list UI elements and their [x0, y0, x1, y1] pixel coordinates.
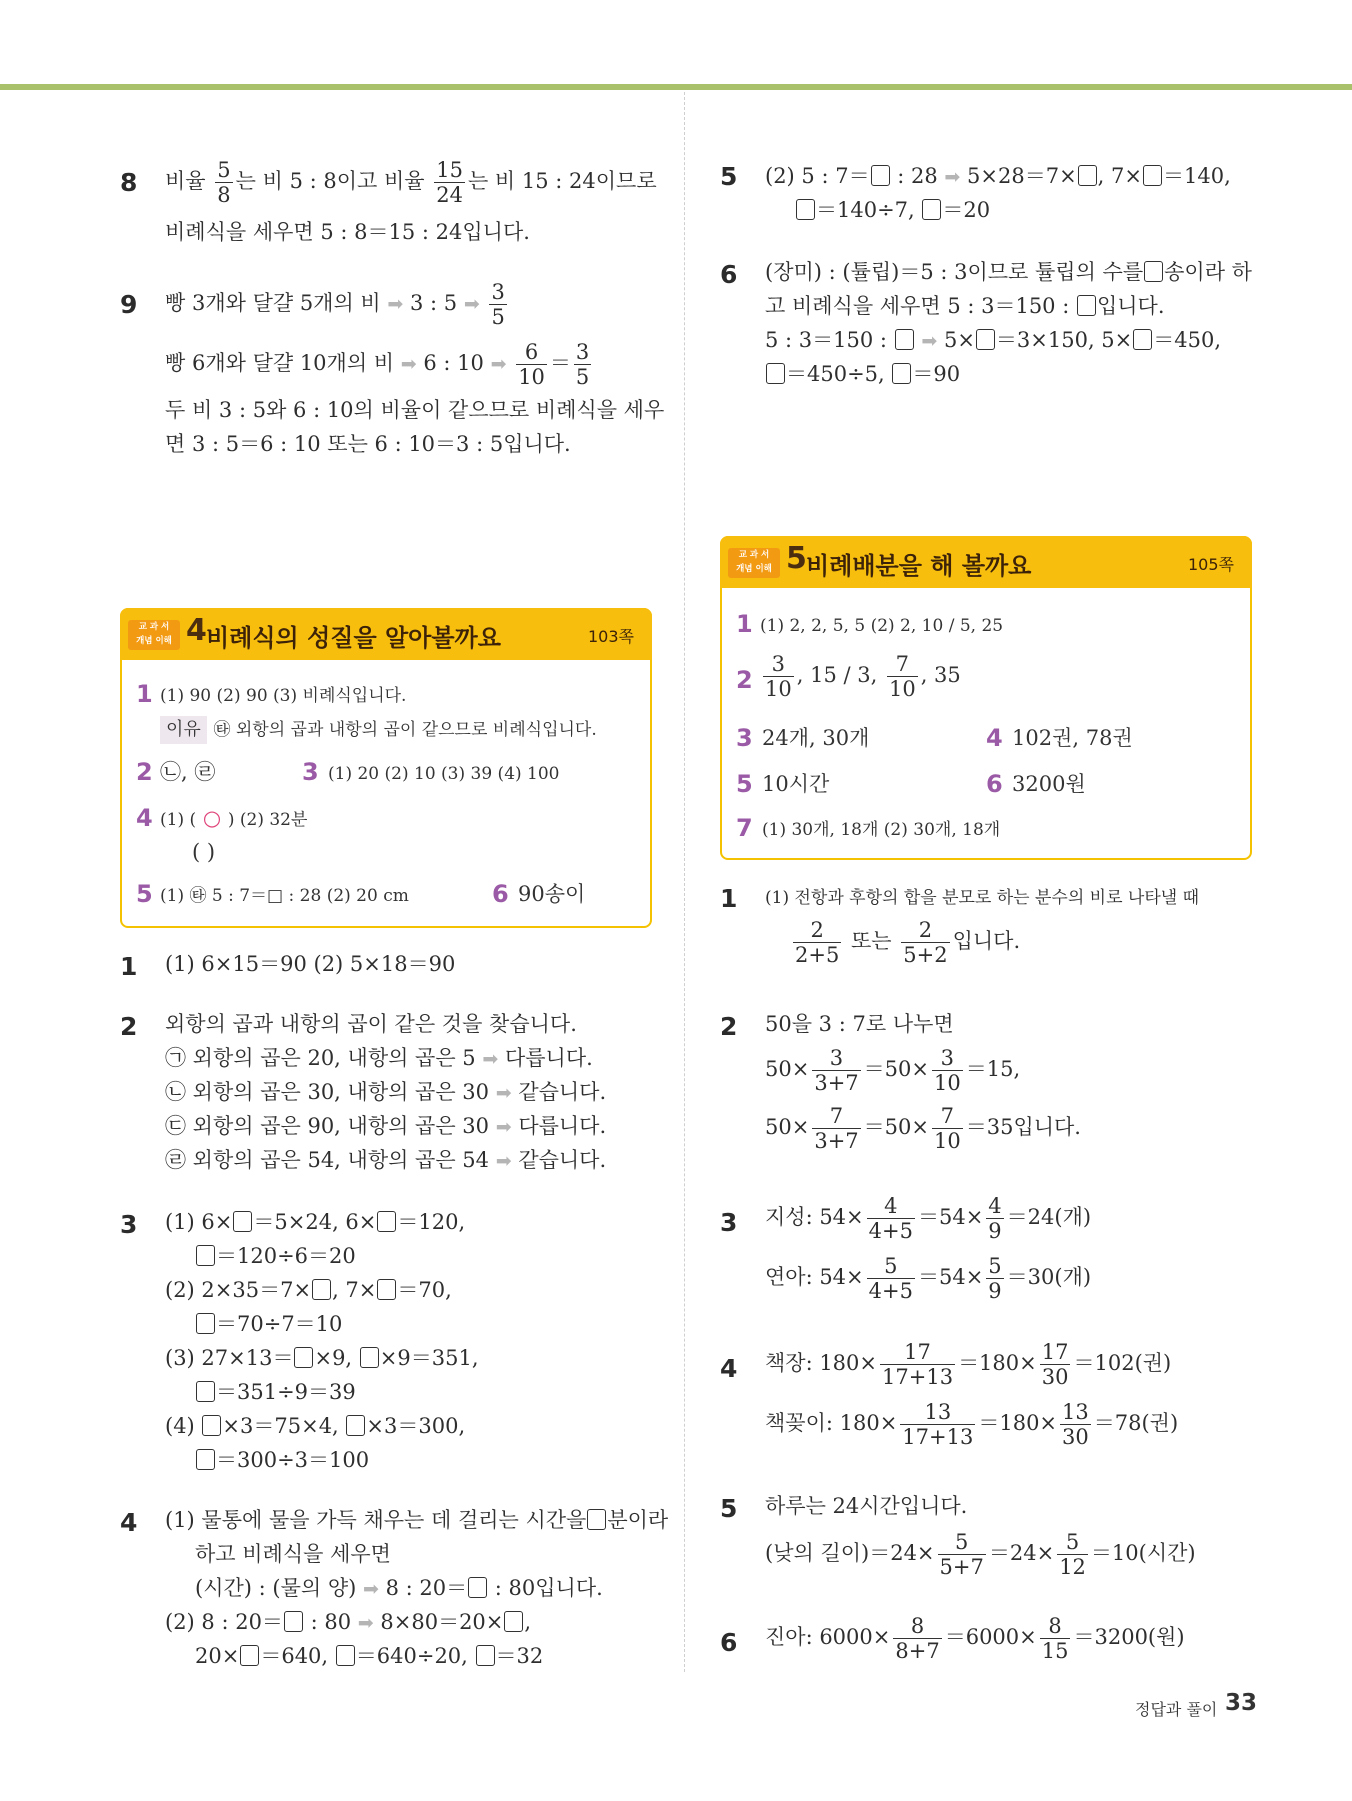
arrow-right-icon: ➡: [482, 1048, 499, 1070]
fraction: $\frac{4}{9}$: [988, 1194, 1002, 1243]
q8-line-2: 비례식을 세우면 5 : 8＝15 : 24입니다.: [165, 220, 530, 244]
fraction: $\frac{17}{30}$: [1041, 1340, 1069, 1389]
answer-text: ㉡, ㉣: [160, 760, 216, 784]
blank-box: [377, 1211, 396, 1232]
blank-box: [892, 363, 911, 384]
answer-text: (1) 2, 2, 5, 5 (2) 2, 10 / 5, 25: [760, 616, 1004, 636]
solution-number: 3: [720, 1208, 738, 1237]
answer-number: 5: [136, 880, 153, 908]
solution-text: ㉣ 외항의 곱은 54, 내항의 곱은 54 ➡ 같습니다.: [165, 1148, 607, 1172]
column-divider: [684, 92, 685, 1672]
answer-number: 6: [492, 880, 509, 908]
solution-text: (1) 6×15＝90 (2) 5×18＝90: [165, 952, 456, 976]
answer-number: 4: [986, 724, 1003, 752]
concept-card-5: [720, 536, 1252, 860]
fraction: $\frac{3}{5}$: [575, 340, 590, 389]
question-number: 8: [120, 168, 138, 197]
blank-box: [1078, 165, 1097, 186]
fraction: $\frac{5}{9}$: [988, 1254, 1002, 1303]
reason-line: 이유 ㉹ 외항의 곱과 내항의 곱이 같으므로 비례식입니다.: [160, 714, 597, 744]
solution-number: 3: [120, 1210, 138, 1239]
solution-text: 50× $\frac{3}{3+7}$ ＝50× $\frac{3}{10}$ ＝15,: [765, 1046, 1021, 1095]
solution-number: 1: [720, 884, 738, 913]
blank-box: [476, 1645, 495, 1666]
solution-text: (시간) : (물의 양) ➡ 8 : 20＝ : 80입니다.: [195, 1576, 603, 1600]
solution-text: (1) 6× ＝5×24, 6× ＝120,: [165, 1210, 466, 1234]
answer-text: (1) 30개, 18개 (2) 30개, 18개: [762, 820, 1001, 840]
solution-text: (2) 2×35＝7× , 7× ＝70,: [165, 1278, 452, 1302]
answer-text: (1) ( ○ ) (2) 32분: [160, 806, 308, 830]
card-number: 4: [186, 613, 207, 648]
card-page-ref: 103쪽: [588, 627, 634, 646]
card-title: 비례배분을 해 볼까요: [806, 552, 1032, 580]
blank-box: [796, 199, 815, 220]
solution-text: (3) 27×13＝ ×9, ×9＝351,: [165, 1346, 479, 1370]
blank-box: [196, 1313, 215, 1334]
circle-mark: ○: [202, 806, 222, 830]
arrow-right-icon: ➡: [490, 353, 507, 375]
blank-box: [312, 1279, 331, 1300]
fraction: $\frac{5}{5+7}$: [939, 1530, 984, 1579]
q5-line-1: (2) 5 : 7＝ : 28 ➡ 5×28＝7× , 7× ＝140,: [765, 164, 1231, 188]
fraction: $\frac{3}{3+7}$: [814, 1046, 859, 1095]
arrow-right-icon: ➡: [495, 1082, 512, 1104]
blank-box: [1133, 329, 1152, 350]
q6-line-3: 5 : 3＝150 : ➡ 5× ＝3×150, 5× ＝450,: [765, 328, 1222, 352]
blank-box: [233, 1211, 252, 1232]
blank-box: [766, 363, 785, 384]
fraction: $\frac{3}{10}$: [933, 1046, 961, 1095]
answer-number: 2: [736, 666, 753, 694]
answer-text: (1) 90 (2) 90 (3) 비례식입니다.: [160, 686, 407, 706]
q8-line-1: 비율 $\frac{5}{8}$ 는 비 5 : 8이고 비율 $\frac{15}{24}$ 는 비 15 : 24이므로: [165, 158, 657, 207]
solution-text: (1) 물통에 물을 가득 채우는 데 걸리는 시간을 분이라: [165, 1508, 669, 1532]
solution-number: 2: [720, 1012, 738, 1041]
q9-line-1: 빵 3개와 달걀 5개의 비 ➡ 3 : 5 ➡ $\frac{3}{5}$: [165, 280, 505, 329]
solution-text: 외항의 곱과 내항의 곱이 같은 것을 찾습니다.: [165, 1012, 577, 1036]
q6-line-4: ＝450÷5, ＝90: [765, 360, 960, 388]
answer-text: (1) ㉹ 5 : 7＝□ : 28 (2) 20 cm: [160, 886, 409, 906]
fraction: $\frac{3}{5}$: [491, 280, 505, 329]
answer-text: $\frac{3}{10}$ , 15 / 3, $\frac{7}{10}$ , 35: [765, 652, 961, 701]
answer-text: 102권, 78권: [1012, 726, 1133, 750]
solution-text: 책꽂이: 180× $\frac{13}{17+13}$ ＝180× $\frac{13}{30}$ ＝78(권): [765, 1400, 1179, 1449]
fraction: $\frac{7}{3+7}$: [814, 1104, 859, 1153]
solution-text: 하고 비례식을 세우면: [195, 1542, 391, 1566]
fraction: $\frac{8}{15}$: [1041, 1614, 1069, 1663]
fraction: $\frac{15}{24}$: [436, 158, 463, 207]
blank-box: [1143, 165, 1162, 186]
q6-line-1: (장미) : (튤립)＝5 : 3이므로 튤립의 수를 송이라 하: [765, 260, 1252, 284]
solution-text: $\frac{2}{2+5}$ 또는 $\frac{2}{5+2}$ 입니다.: [795, 918, 1021, 967]
fraction: $\frac{13}{17+13}$: [902, 1400, 974, 1449]
blank-box: [336, 1645, 355, 1666]
fraction: $\frac{3}{10}$: [765, 652, 792, 701]
question-number: 5: [720, 162, 738, 191]
solution-text: ＝120÷6＝20: [195, 1242, 356, 1270]
q9-line-2: 빵 6개와 달걀 10개의 비 ➡ 6 : 10 ➡ $\frac{6}{10}$ ＝ $\frac{3}{5}$: [165, 340, 590, 389]
fraction: $\frac{7}{10}$: [888, 652, 916, 701]
answer-number: 3: [302, 758, 319, 786]
textbook-badge: 교 과 서 개념 이해: [728, 548, 780, 578]
solution-text: 연아: 54× $\frac{5}{4+5}$ ＝54× $\frac{5}{9}$ ＝30(개): [765, 1254, 1092, 1303]
solution-text: (2) 8 : 20＝ : 80 ➡ 8×80＝20× ,: [165, 1610, 532, 1634]
solution-text: ㉢ 외항의 곱은 90, 내항의 곱은 30 ➡ 다릅니다.: [165, 1114, 607, 1138]
fraction: $\frac{6}{10}$: [518, 340, 545, 389]
card-header: [720, 536, 1252, 588]
solution-text: (1) 전항과 후항의 합을 분모로 하는 분수의 비로 나타낼 때: [765, 888, 1199, 908]
textbook-badge: 교 과 서 개념 이해: [128, 620, 180, 650]
solution-text: ＝351÷9＝39: [195, 1378, 356, 1406]
blank-box: [196, 1245, 215, 1266]
solution-text: 하루는 24시간입니다.: [765, 1494, 968, 1518]
blank-box: [871, 165, 890, 186]
arrow-right-icon: ➡: [387, 293, 404, 315]
fraction: $\frac{4}{4+5}$: [868, 1194, 913, 1243]
arrow-right-icon: ➡: [495, 1116, 512, 1138]
blank-box: [895, 329, 914, 350]
answer-number: 6: [986, 770, 1003, 798]
question-number: 6: [720, 260, 738, 289]
card-page-ref: 105쪽: [1188, 555, 1234, 574]
solution-text: ＝70÷7＝10: [195, 1310, 342, 1338]
card-title: 비례식의 성질을 알아볼까요: [206, 624, 501, 652]
blank-box: [922, 199, 941, 220]
fraction: $\frac{5}{4+5}$: [868, 1254, 913, 1303]
fraction: $\frac{2}{2+5}$: [795, 918, 840, 967]
solution-text: 20× ＝640, ＝640÷20, ＝32: [195, 1644, 544, 1668]
fraction: $\frac{7}{10}$: [933, 1104, 961, 1153]
solution-number: 4: [120, 1508, 138, 1537]
answer-number: 5: [736, 770, 753, 798]
answer-text: 3200원: [1012, 772, 1086, 796]
question-number: 9: [120, 290, 138, 319]
footer-label: 정답과 풀이: [1135, 1700, 1218, 1719]
card-header: [120, 608, 652, 660]
arrow-right-icon: ➡: [944, 166, 961, 188]
q9-line-4: 면 3 : 5＝6 : 10 또는 6 : 10＝3 : 5입니다.: [165, 432, 571, 456]
q6-line-2: 고 비례식을 세우면 5 : 3＝150 : 입니다.: [765, 294, 1165, 318]
solution-text: ㉡ 외항의 곱은 30, 내항의 곱은 30 ➡ 같습니다.: [165, 1080, 607, 1104]
blank-box: [240, 1645, 259, 1666]
answer-number: 7: [736, 814, 753, 842]
blank-box: [196, 1381, 215, 1402]
blank-box: [360, 1347, 379, 1368]
fraction: $\frac{5}{8}$: [217, 158, 231, 207]
reason-label: 이유: [160, 716, 207, 744]
top-accent-bar: [0, 84, 1352, 90]
answer-number: 1: [736, 610, 753, 638]
solution-text: 진아: 6000× $\frac{8}{8+7}$ ＝6000× $\frac{8}{15}$ ＝3200(원): [765, 1614, 1185, 1663]
page-number: 33: [1225, 1690, 1258, 1716]
solution-text: 책장: 180× $\frac{17}{17+13}$ ＝180× $\frac{17}{30}$ ＝102(권): [765, 1340, 1172, 1389]
solution-text: ＝300÷3＝100: [195, 1446, 369, 1474]
solution-number: 2: [120, 1012, 138, 1041]
solution-text: 50을 3 : 7로 나누면: [765, 1012, 954, 1036]
fraction: $\frac{17}{17+13}$: [882, 1340, 954, 1389]
arrow-right-icon: ➡: [495, 1150, 512, 1172]
solution-number: 5: [720, 1494, 738, 1523]
arrow-right-icon: ➡: [357, 1612, 374, 1634]
answer-text: (1) 20 (2) 10 (3) 39 (4) 100: [328, 764, 560, 784]
concept-card-4: [120, 608, 652, 928]
answer-text: 24개, 30개: [762, 726, 870, 750]
answer-text: 90송이: [518, 882, 586, 906]
blank-box: [202, 1415, 221, 1436]
blank-box: [504, 1611, 523, 1632]
blank-box: [284, 1611, 303, 1632]
fraction: $\frac{5}{12}$: [1059, 1530, 1086, 1579]
q9-line-3: 두 비 3 : 5와 6 : 10의 비율이 같으므로 비례식을 세우: [165, 398, 665, 422]
blank-box: [468, 1577, 487, 1598]
blank-box: [294, 1347, 313, 1368]
answer-number: 1: [136, 680, 153, 708]
fraction: $\frac{13}{30}$: [1062, 1400, 1089, 1449]
solution-text: 지성: 54× $\frac{4}{4+5}$ ＝54× $\frac{4}{9}$ ＝24(개): [765, 1194, 1092, 1243]
answer-text: 10시간: [762, 772, 830, 796]
blank-box: [346, 1415, 365, 1436]
arrow-right-icon: ➡: [463, 293, 480, 315]
arrow-right-icon: ➡: [921, 330, 938, 352]
blank-box: [377, 1279, 396, 1300]
solution-text: (4) ×3＝75×4, ×3＝300,: [165, 1414, 466, 1438]
fraction: $\frac{8}{8+7}$: [895, 1614, 940, 1663]
blank-box: [976, 329, 995, 350]
answer-text: ( ): [192, 840, 216, 864]
fraction: $\frac{2}{5+2}$: [903, 918, 948, 967]
solution-number: 6: [720, 1628, 738, 1657]
card-number: 5: [786, 541, 807, 576]
arrow-right-icon: ➡: [400, 353, 417, 375]
solution-text: 50× $\frac{7}{3+7}$ ＝50× $\frac{7}{10}$ ＝35입니다.: [765, 1104, 1081, 1153]
answer-number: 4: [136, 804, 153, 832]
solution-text: ㉠ 외항의 곱은 20, 내항의 곱은 5 ➡ 다릅니다.: [165, 1046, 593, 1070]
arrow-right-icon: ➡: [363, 1578, 379, 1600]
blank-box: [587, 1509, 606, 1530]
blank-box: [1077, 295, 1096, 316]
blank-box: [196, 1449, 215, 1470]
solution-number: 1: [120, 952, 138, 981]
solution-number: 4: [720, 1354, 738, 1383]
answer-number: 2: [136, 758, 153, 786]
solution-text: (낮의 길이)＝24× $\frac{5}{5+7}$ ＝24× $\frac{5}{12}$ ＝10(시간): [765, 1530, 1196, 1579]
blank-box: [1144, 261, 1163, 282]
q5-line-2: ＝140÷7, ＝20: [795, 196, 990, 224]
answer-number: 3: [736, 724, 753, 752]
